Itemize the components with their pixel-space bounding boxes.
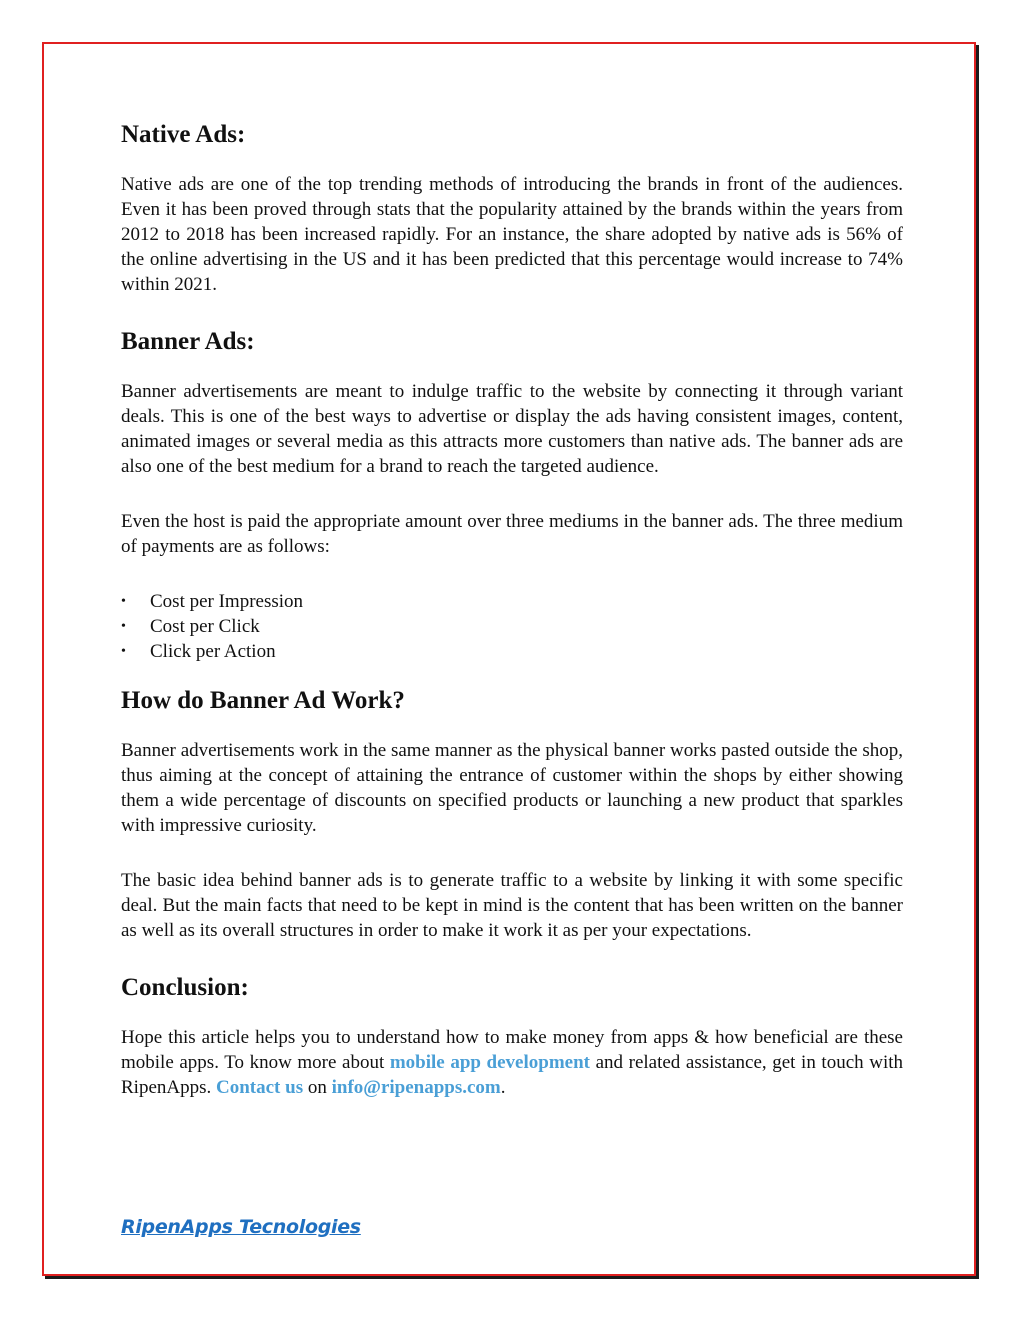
footer-brand-link[interactable]: RipenApps Tecnologies	[121, 1216, 361, 1238]
how-paragraph-2: The basic idea behind banner ads is to generate traffic to a website by linking it with some specific deal. But the main facts that need to be kept in mind is the content that has been written on the banner as well as its overall structures in order to make it work it as per your expectations.	[121, 870, 903, 941]
mobile-app-development-link[interactable]: mobile app development	[389, 1052, 590, 1073]
list-item-label: Click per Action	[150, 641, 276, 662]
email-link[interactable]: info@ripenapps.com	[331, 1077, 501, 1098]
heading-native-ads: Native Ads:	[121, 121, 246, 148]
conclusion-text-3: on	[303, 1077, 332, 1098]
list-item	[121, 639, 903, 664]
conclusion-text-1: Hope this article helps you to understand how to make money from apps & how beneficial are these mobile apps. To know more about	[121, 1027, 903, 1073]
conclusion-text-end: .	[500, 1077, 506, 1098]
heading-how-banner-ads-work: How do Banner Ad Work?	[121, 687, 405, 714]
heading-conclusion: Conclusion:	[121, 974, 249, 1001]
list-item-label: Cost per Impression	[150, 591, 304, 612]
banner-ads-paragraph-2: Even the host is paid the appropriate amount over three mediums in the banner ads. The three medium of payments are as follows:	[121, 511, 903, 557]
heading-banner-ads: Banner Ads:	[121, 328, 255, 355]
how-paragraph-1: Banner advertisements work in the same manner as the physical banner works pasted outside the shop, thus aiming at the concept of attaining the entrance of customer within the shops by either showing them a wide percentage of discounts on specified products or launching a new product that sparkles with impressive curiosity.	[121, 740, 903, 836]
bullet-icon: •	[121, 594, 126, 609]
list-item-label: Cost per Click	[150, 616, 260, 637]
conclusion-paragraph	[121, 1025, 903, 1100]
banner-ads-paragraph-1: Banner advertisements are meant to indulge traffic to the website by connecting it through variant deals. This is one of the best ways to advertise or display the ads having consistent images, content, animated images or several media as this attracts more customers than native ads. The banner ads are also one of the best medium for a brand to reach the targeted audience.	[121, 381, 903, 477]
bullet-icon: •	[121, 644, 126, 659]
list-item	[121, 589, 903, 614]
bullet-icon: •	[121, 619, 126, 634]
native-ads-paragraph: Native ads are one of the top trending methods of introducing the brands in front of the audiences. Even it has been proved through stats that the popularity attained by the brands within the years from 2012 to 2018 has been increased rapidly. For an instance, the share adopted by native ads is 56% of the online advertising in the US and it has been predicted that this percentage would increase to 74% within 2021.	[121, 174, 903, 295]
payment-medium-list	[121, 589, 903, 664]
contact-us-link[interactable]: Contact us	[216, 1077, 304, 1098]
document-body	[121, 118, 903, 1100]
conclusion-text-2: and related assistance, get in touch with RipenApps.	[121, 1052, 903, 1098]
list-item	[121, 614, 903, 639]
